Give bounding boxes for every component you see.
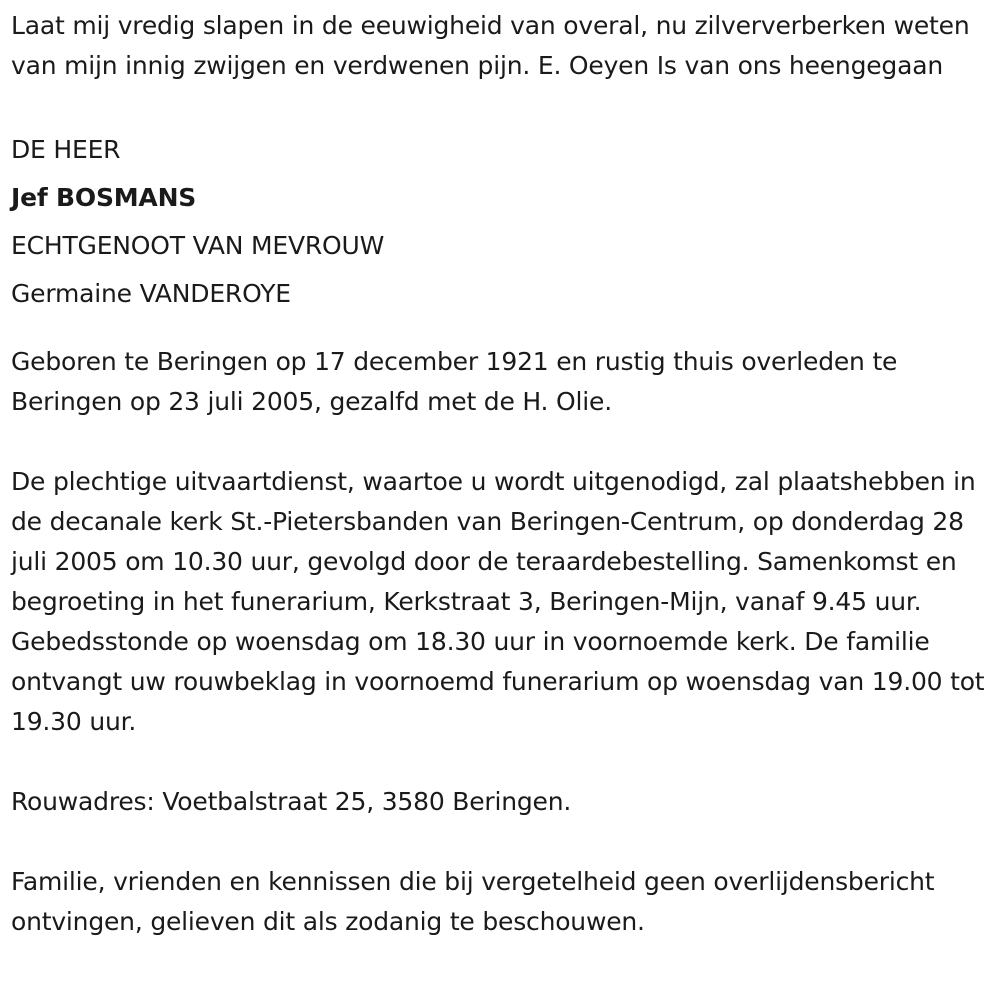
funeral-service-info: De plechtige uitvaartdienst, waartoe u wordt uitgenodigd, zal plaatshebben in de decanale kerk St.-Pietersbanden van Beringen-Centrum, op donderdag 28 juli 2005 om 10.30 uur, gevolgd door de teraardebestelling. Samenkomst en begroeting in het funerarium, Kerkstraat 3, Beringen-Mijn, vanaf 9.45 uur. Gebedsstonde op woensdag om 18.30 uur in voornoemde kerk. De familie ontvangt uw rouwbeklag in voornoemd funerarium op woensdag van 19.00 tot 19.30 uur. bbox=[11, 467, 985, 736]
mourning-address: Rouwadres: Voetbalstraat 25, 3580 Beringen. bbox=[11, 787, 572, 816]
spacer bbox=[11, 86, 996, 126]
spacer bbox=[11, 742, 996, 782]
obituary-notice bbox=[11, 6, 996, 942]
deceased-name: Jef BOSMANS bbox=[11, 183, 197, 212]
spacer bbox=[11, 422, 996, 462]
memorial-poem: Laat mij vredig slapen in de eeuwigheid van overal, nu zilververberken weten van mijn innig zwijgen en verdwenen pijn. E. Oeyen Is van ons heengegaan bbox=[11, 11, 970, 80]
spacer bbox=[11, 822, 996, 862]
closing-note: Familie, vrienden en kennissen die bij vergetelheid geen overlijdensbericht ontvingen, gelieven dit als zodanig te beschouwen. bbox=[11, 867, 935, 936]
spacer bbox=[11, 318, 996, 342]
spouse-name: Germaine VANDEROYE bbox=[11, 279, 291, 308]
deceased-title: DE HEER bbox=[11, 135, 121, 164]
birth-death-info: Geboren te Beringen op 17 december 1921 en rustig thuis overleden te Beringen op 23 juli 2005, gezalfd met de H. Olie. bbox=[11, 347, 898, 416]
relation-label: ECHTGENOOT VAN MEVROUW bbox=[11, 231, 385, 260]
